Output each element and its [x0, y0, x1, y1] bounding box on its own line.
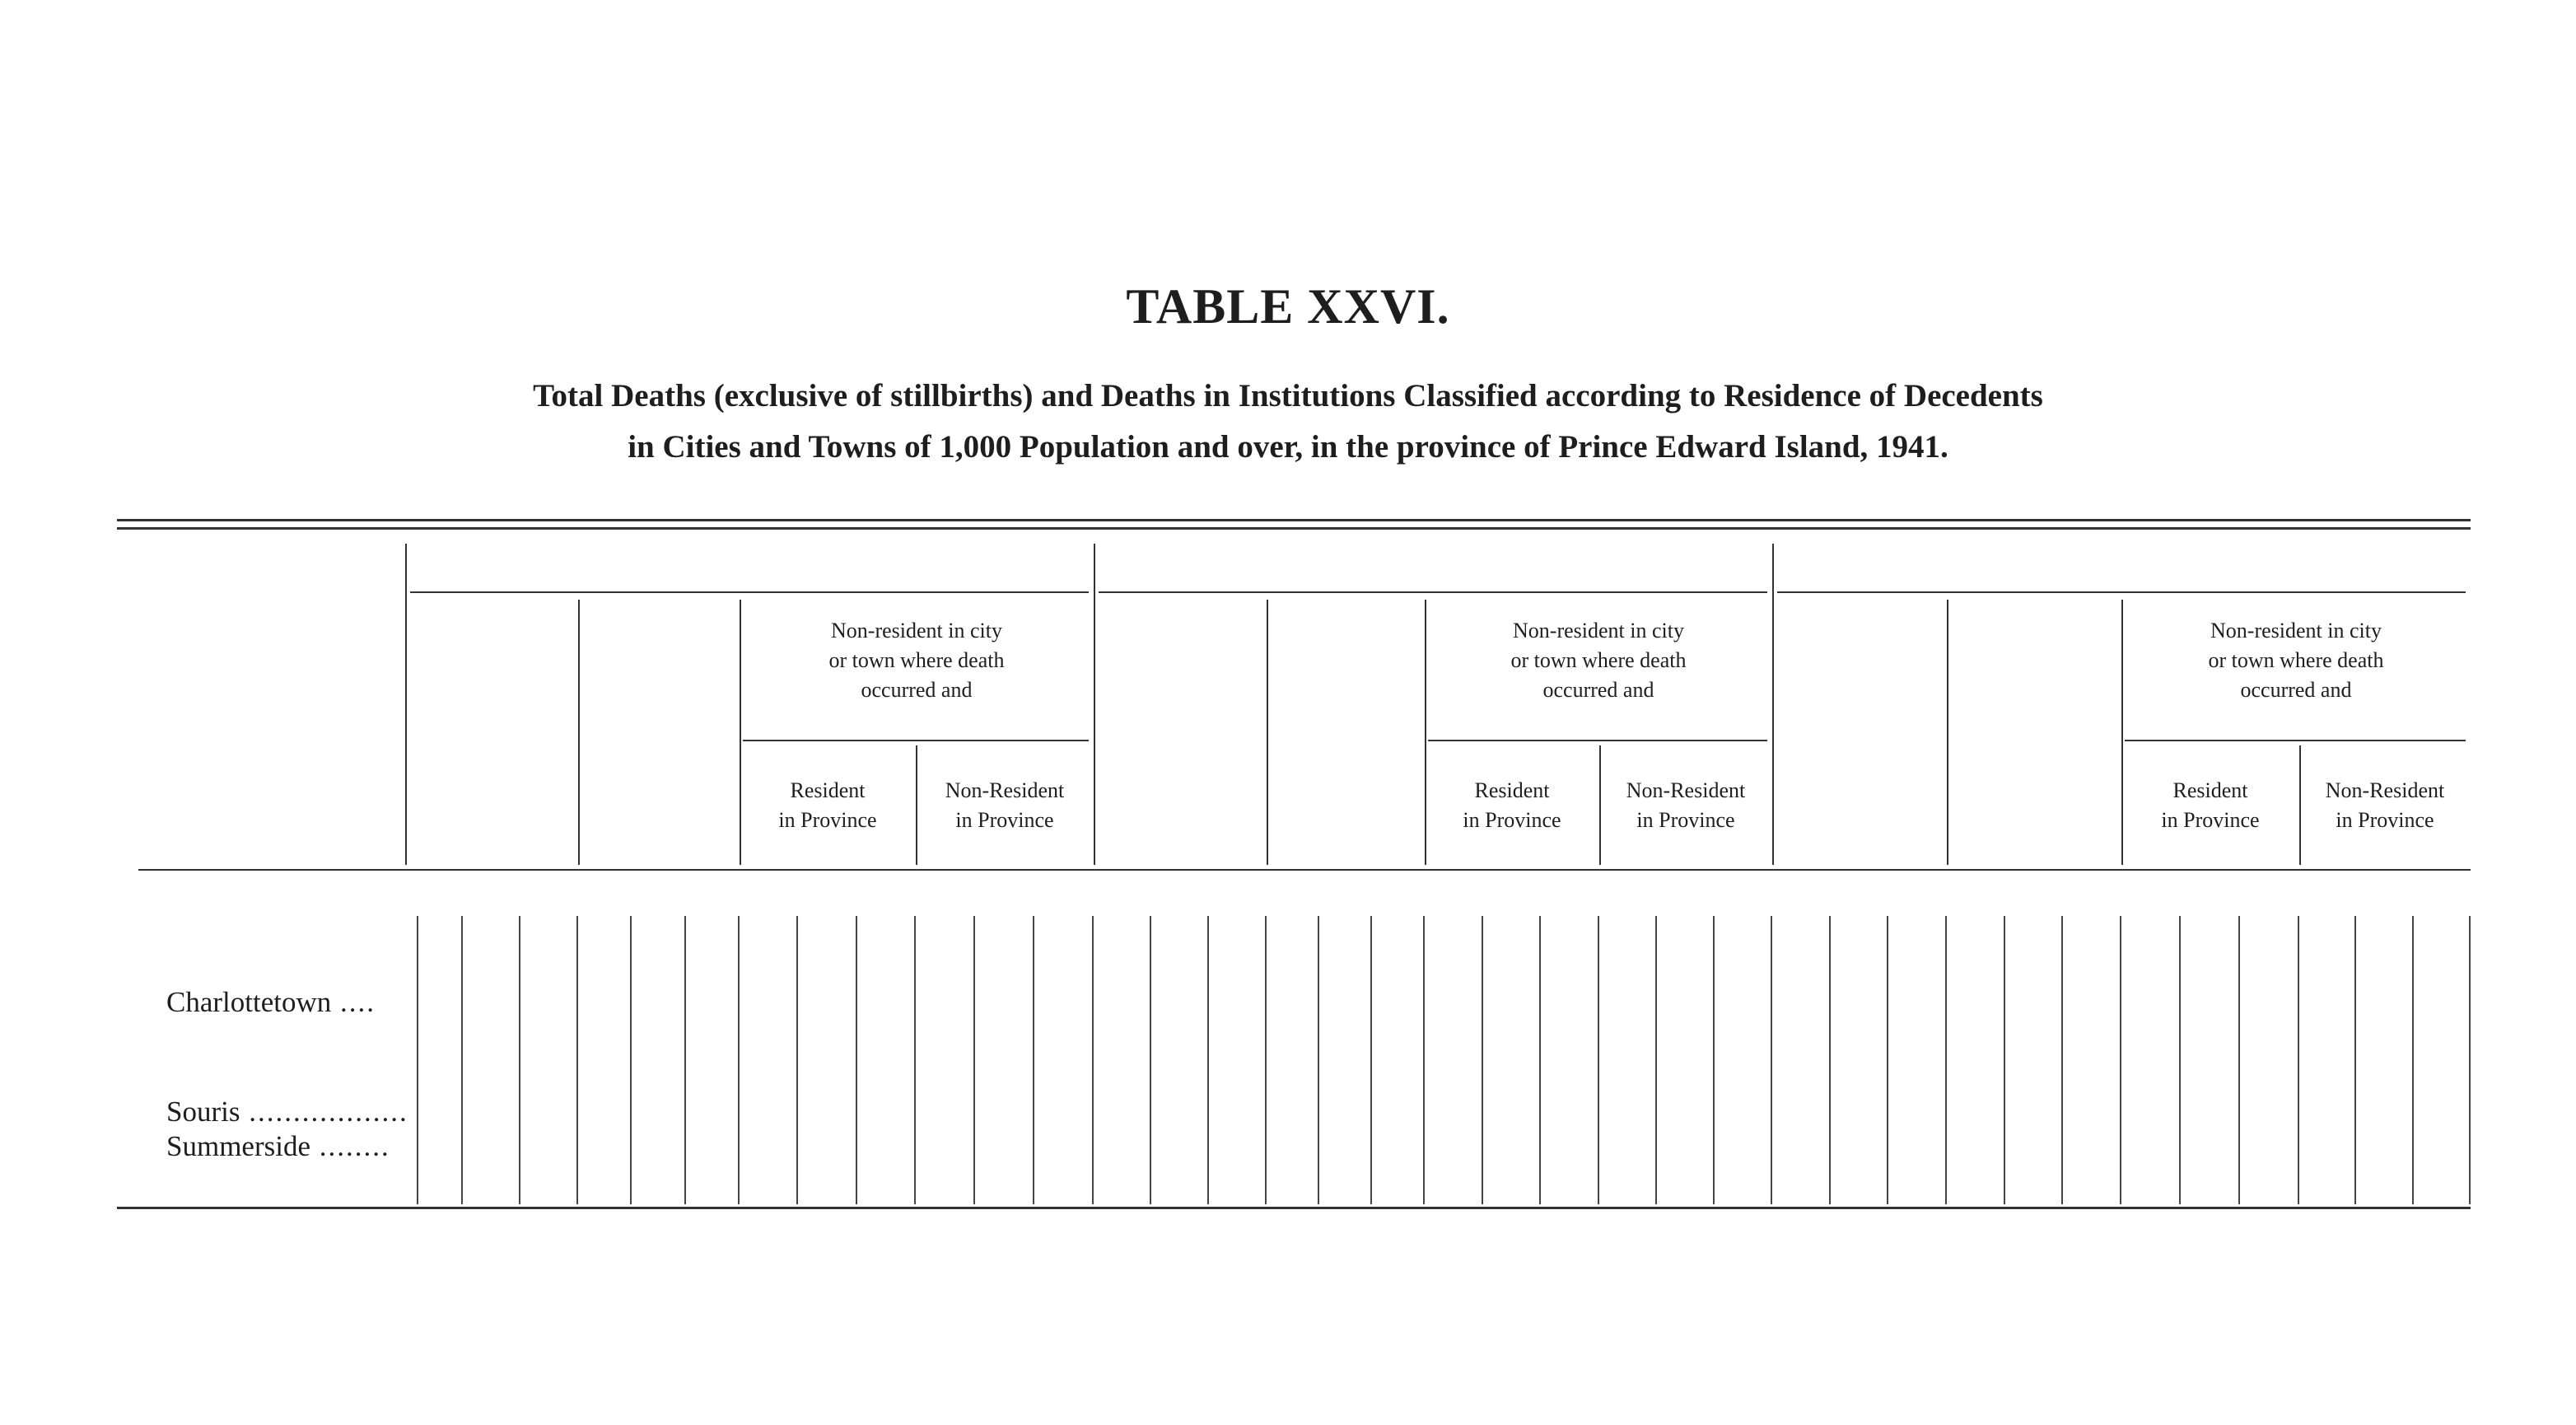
resident-in-province-line: in Province	[1463, 808, 1561, 832]
resident-in-province-line: Resident	[790, 778, 866, 802]
data-column-rule	[2469, 916, 2471, 1204]
nonresident-in-province-line: Non-Resident	[945, 778, 1065, 802]
nonresident-header-line: or town where death	[1510, 648, 1687, 672]
data-column-rule	[1092, 916, 1094, 1204]
data-column-rule	[576, 916, 578, 1204]
table-subtitle-line-2: in Cities and Towns of 1,000 Population and over, in the province of Prince Edward Island, 1941.	[628, 429, 1948, 465]
data-column-rule	[973, 916, 975, 1204]
resident-in-province-line: Resident	[2172, 778, 2248, 802]
subcolumn-rule	[578, 600, 580, 865]
nonresident-header-line: or town where death	[2208, 648, 2384, 672]
data-column-rule	[1945, 916, 1947, 1204]
data-column-rule	[1423, 916, 1425, 1204]
data-column-rule	[2412, 916, 2414, 1204]
data-column-rule	[1539, 916, 1541, 1204]
row-name: Souris	[166, 1096, 240, 1128]
data-column-rule	[1655, 916, 1657, 1204]
data-column-rule	[417, 916, 418, 1204]
nonresident-header	[2121, 616, 2471, 705]
data-column-rule	[461, 916, 463, 1204]
subcolumn-rule	[1267, 600, 1268, 865]
data-column-rule	[519, 916, 520, 1204]
resident-in-province-line: in Province	[778, 808, 877, 832]
nonresident-header	[1425, 616, 1772, 705]
nonresident-underline	[743, 740, 1089, 741]
group-divider	[1094, 544, 1095, 865]
resident-in-province-header	[2121, 776, 2299, 835]
row-label	[166, 1130, 390, 1163]
data-column-rule	[2298, 916, 2299, 1204]
nonresident-header-line: occurred and	[2240, 678, 2352, 702]
data-column-rule	[1150, 916, 1151, 1204]
nonresident-header-line: Non-resident in city	[831, 619, 1002, 642]
group-label-underline	[1099, 591, 1767, 593]
row-leader-dots: ........	[310, 1130, 390, 1162]
nonresident-underline	[1428, 740, 1767, 741]
data-column-rule	[1598, 916, 1599, 1204]
nonresident-in-province-header	[1599, 776, 1772, 835]
data-column-rule	[1265, 916, 1267, 1204]
top-rule	[117, 519, 2471, 521]
resident-in-province-line: Resident	[1474, 778, 1550, 802]
row-name: Charlottetown	[166, 986, 332, 1018]
data-column-rule	[684, 916, 686, 1204]
row-leader-dots: ..................	[240, 1096, 408, 1128]
group-label-underline	[1777, 591, 2466, 593]
resident-in-province-header	[1425, 776, 1599, 835]
data-column-rule	[1318, 916, 1319, 1204]
data-column-rule	[914, 916, 916, 1204]
row-label	[166, 1096, 408, 1128]
data-column-rule	[856, 916, 857, 1204]
nonresident-header-line: occurred and	[1542, 678, 1654, 702]
data-column-rule	[1033, 916, 1034, 1204]
nonresident-in-province-header	[2299, 776, 2471, 835]
group-divider	[1772, 544, 1774, 865]
row-label	[166, 986, 376, 1019]
table-subtitle-line-1: Total Deaths (exclusive of stillbirths) and Deaths in Institutions Classified according to Residence of Decedents	[533, 378, 2043, 413]
data-column-rule	[1207, 916, 1209, 1204]
nonresident-in-province-line: Non-Resident	[2325, 778, 2445, 802]
nonresident-in-province-header	[916, 776, 1094, 835]
data-column-rule	[630, 916, 632, 1204]
data-column-rule	[2061, 916, 2063, 1204]
data-column-rule	[1829, 916, 1831, 1204]
top-rule-inner	[117, 527, 2471, 530]
table-title: TABLE XXVI.	[1126, 279, 1450, 334]
data-column-rule	[2004, 916, 2005, 1204]
data-column-rule	[2120, 916, 2121, 1204]
nonresident-in-province-line: in Province	[1636, 808, 1735, 832]
nonresident-underline	[2125, 740, 2466, 741]
data-column-rule	[2179, 916, 2181, 1204]
header-bottom-rule	[138, 869, 2471, 871]
resident-in-province-line: in Province	[2161, 808, 2260, 832]
row-leader-dots: ....	[331, 986, 376, 1018]
nonresident-header-line: occurred and	[861, 678, 973, 702]
nonresident-in-province-line: Non-Resident	[1626, 778, 1746, 802]
nonresident-in-province-line: in Province	[955, 808, 1054, 832]
data-column-rule	[1771, 916, 1772, 1204]
row-name: Summerside	[166, 1130, 310, 1162]
nonresident-header-line: or town where death	[828, 648, 1005, 672]
group-label-underline	[410, 591, 1089, 593]
data-column-rule	[1482, 916, 1483, 1204]
subcolumn-rule	[1947, 600, 1948, 865]
data-column-rule	[738, 916, 740, 1204]
data-column-rule	[1713, 916, 1715, 1204]
data-column-rule	[1370, 916, 1372, 1204]
data-column-rule	[2238, 916, 2240, 1204]
bottom-rule	[117, 1207, 2471, 1209]
nonresident-in-province-line: in Province	[2336, 808, 2434, 832]
resident-in-province-header	[740, 776, 916, 835]
data-column-rule	[796, 916, 798, 1204]
data-column-rule	[2354, 916, 2356, 1204]
data-column-rule	[1887, 916, 1888, 1204]
nonresident-header-line: Non-resident in city	[1513, 619, 1684, 642]
nonresident-header-line: Non-resident in city	[2210, 619, 2382, 642]
nonresident-header	[740, 616, 1094, 705]
stub-column-rule	[405, 544, 407, 865]
